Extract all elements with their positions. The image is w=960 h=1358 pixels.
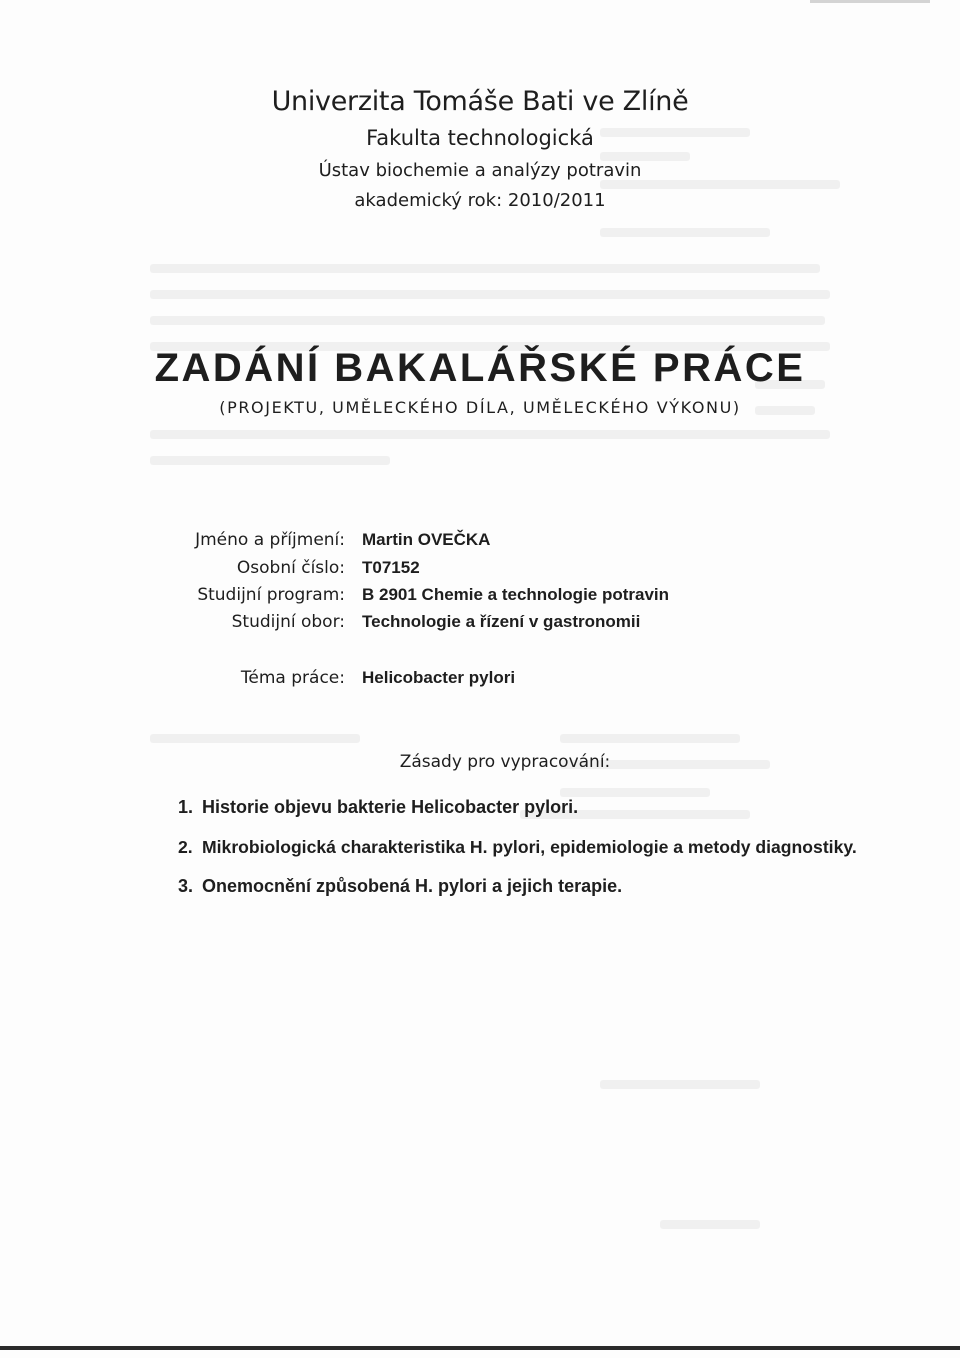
faculty-name: Fakulta technologická <box>366 126 594 150</box>
name-label: Jméno a příjmení: <box>195 530 345 550</box>
field-label: Studijní obor: <box>231 612 345 632</box>
list-item-number: 3. <box>178 876 194 896</box>
university-name: Univerzita Tomáše Bati ve Zlíně <box>271 86 689 117</box>
list-item-number: 2. <box>178 837 193 857</box>
info-row-program <box>0 585 960 611</box>
name-value: Martin OVEČKA <box>362 530 491 549</box>
program-value: B 2901 Chemie a technologie potravin <box>362 585 670 604</box>
info-row-id <box>0 558 960 584</box>
info-row-name <box>0 530 960 556</box>
info-row-field <box>0 612 960 638</box>
list-item <box>178 837 857 858</box>
topic-label: Téma práce: <box>240 668 345 688</box>
list-item-number: 1. <box>178 797 194 817</box>
document-subtitle: (PROJEKTU, UMĚLECKÉHO DÍLA, UMĚLECKÉHO VÝKONU) <box>219 398 741 417</box>
list-item <box>178 876 622 897</box>
institute-name: Ústav biochemie a analýzy potravin <box>318 160 642 181</box>
academic-year: akademický rok: 2010/2011 <box>354 190 606 211</box>
list-item <box>178 797 578 818</box>
list-item-text: Historie objevu bakterie Helicobacter pylori. <box>202 797 579 817</box>
list-item-text: Onemocnění způsobená H. pylori a jejich terapie. <box>202 876 623 896</box>
bottom-edge-rule <box>0 1346 960 1350</box>
document-title: ZADÁNÍ BAKALÁŘSKÉ PRÁCE <box>154 346 806 390</box>
program-label: Studijní program: <box>197 585 345 605</box>
field-value: Technologie a řízení v gastronomii <box>362 612 641 631</box>
id-label: Osobní číslo: <box>236 558 345 578</box>
info-row-topic <box>0 668 960 694</box>
id-value: T07152 <box>362 558 420 577</box>
list-item-text: Mikrobiologická charakteristika H. pylori, epidemiologie a metody diagnostiky. <box>202 837 857 857</box>
principles-heading: Zásady pro vypracování: <box>399 752 611 772</box>
topic-value: Helicobacter pylori <box>362 668 516 687</box>
